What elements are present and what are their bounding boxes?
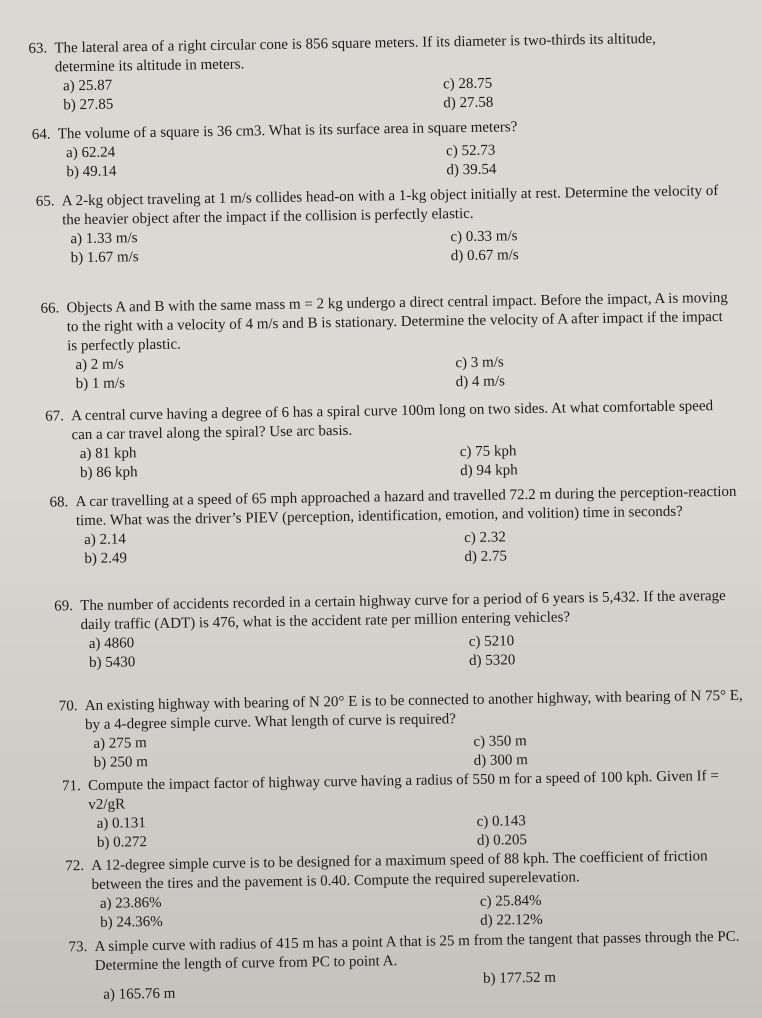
- option-b: b) 1.67 m/s: [70, 249, 139, 267]
- question-number: 63.: [28, 40, 48, 57]
- question-66: [40, 289, 731, 395]
- option-a: a) 2.14: [84, 531, 126, 549]
- option-d: d) 39.54: [446, 161, 497, 179]
- option-d: d) 300 m: [473, 752, 528, 769]
- question-text: The number of accidents recorded in a certain highway curve for a period of 6 years is 5,432. If the average daily traffic (ADT) is 476, what is the accident rate per million entering vehicles?: [80, 587, 726, 634]
- option-b: b) 86 kph: [79, 464, 138, 482]
- option-d: d) 5320: [468, 652, 516, 670]
- question-text: A 12-degree simple curve is to be designed for a maximum speed of 88 kph. The coefficient of friction between the tires and the pavement is 0.40. Compute the required superelevation.: [91, 848, 708, 893]
- option-a: a) 1.33 m/s: [70, 230, 138, 248]
- option-c: c) 3 m/s: [455, 354, 504, 372]
- option-c: c) 28.75: [442, 75, 493, 93]
- question-65: [36, 182, 727, 269]
- question-text: The volume of a square is 36 cm3. What is its surface area in square meters?: [57, 119, 518, 143]
- option-b: b) 5430: [88, 654, 136, 671]
- question-number: 65.: [35, 193, 55, 210]
- option-c: c) 0.33 m/s: [450, 228, 518, 246]
- option-b: b) 250 m: [93, 754, 148, 771]
- option-a: a) 0.131: [96, 815, 146, 832]
- question-text: A central curve having a degree of 6 has a spiral curve 100m long on two sides. At what comfortable speed can a car travel along the spiral? Use arc basis.: [71, 398, 714, 444]
- option-d: d) 22.12%: [480, 911, 543, 929]
- option-a: a) 62.24: [65, 144, 116, 162]
- option-d: d) 2.75: [464, 548, 508, 566]
- question-70: [59, 687, 750, 774]
- question-text: A 2-kg object traveling at 1 m/s collides head-on with a 1-kg object initially at rest. Determine the velocity of the heavier object after the impact if the collision is perfectly elastic.: [61, 183, 719, 229]
- option-a: a) 2 m/s: [75, 356, 124, 374]
- question-72: [65, 847, 756, 934]
- question-63: [28, 29, 719, 116]
- option-c: c) 2.32: [464, 529, 506, 547]
- option-d: d) 4 m/s: [455, 373, 506, 391]
- question-text: A car travelling at a speed of 65 mph approached a hazard and travelled 72.2 m during the perception-reaction time. What was the driver’s PIEV (perception, identification, emotion, and volition) time in seconds?: [75, 483, 737, 530]
- option-d: d) 27.58: [443, 94, 494, 112]
- option-d: d) 0.67 m/s: [450, 247, 519, 265]
- question-number: 68.: [49, 494, 69, 511]
- option-b: b) 24.36%: [100, 913, 163, 931]
- option-b: b) 0.272: [96, 834, 148, 851]
- option-c: c) 25.84%: [479, 892, 542, 910]
- option-c: c) 350 m: [473, 733, 527, 750]
- option-a: a) 25.87: [62, 77, 113, 95]
- question-number: 70.: [58, 698, 78, 715]
- option-d: d) 94 kph: [460, 462, 518, 480]
- option-b: b) 1 m/s: [75, 375, 126, 393]
- option-a: a) 4860: [88, 635, 135, 652]
- option-a: a) 81 kph: [79, 445, 137, 463]
- option-b: b) 2.49: [84, 550, 128, 568]
- question-73: [68, 928, 759, 1003]
- question-number: 67.: [45, 408, 65, 425]
- question-number: 72.: [65, 858, 85, 875]
- question-number: 71.: [61, 778, 81, 795]
- question-number: 66.: [40, 300, 60, 317]
- question-number: 64.: [31, 126, 51, 143]
- question-number: 73.: [68, 939, 88, 956]
- option-a: a) 165.76 m: [103, 985, 176, 1003]
- question-text: An existing highway with bearing of N 20° E is to be connected to another highway, with bearing of N 75° E, by a 4-degree simple curve. What length of curve is required?: [84, 687, 743, 734]
- option-c: c) 75 kph: [459, 443, 517, 461]
- question-text: Objects A and B with the same mass m = 2 kg undergo a direct central impact. Before the impact, A is moving to the right with a velocity of 4 m/s and B is stationary. Determine the velocity of A after impact if the impact is perfectly plastic.: [66, 289, 728, 355]
- question-text: The lateral area of a right circular cone is 856 square meters. If its diameter is two-thirds its altitude, determine its altitude in meters.: [54, 31, 656, 76]
- question-71: [62, 767, 753, 854]
- option-a: a) 23.86%: [99, 894, 162, 912]
- option-b: b) 177.52 m: [482, 969, 557, 987]
- option-a: a) 275 m: [93, 735, 147, 752]
- option-c: c) 0.143: [476, 813, 526, 830]
- option-c: c) 52.73: [445, 142, 496, 160]
- question-68: [49, 483, 740, 570]
- option-c: c) 5210: [468, 633, 515, 651]
- option-b: b) 27.85: [63, 96, 114, 114]
- question-number: 69.: [54, 598, 74, 615]
- option-b: b) 49.14: [66, 163, 117, 181]
- question-text: A simple curve with radius of 415 m has a point A that is 25 m from the tangent that passes through the PC. Determine the length of curve from PC to point A.: [94, 928, 740, 974]
- question-69: [54, 587, 745, 674]
- question-64: [32, 115, 723, 183]
- question-67: [45, 397, 736, 484]
- option-d: d) 0.205: [476, 832, 528, 849]
- question-text: Compute the impact factor of highway curve having a radius of 550 m for a speed of 100 kph. Given If = v2/gR: [87, 768, 719, 814]
